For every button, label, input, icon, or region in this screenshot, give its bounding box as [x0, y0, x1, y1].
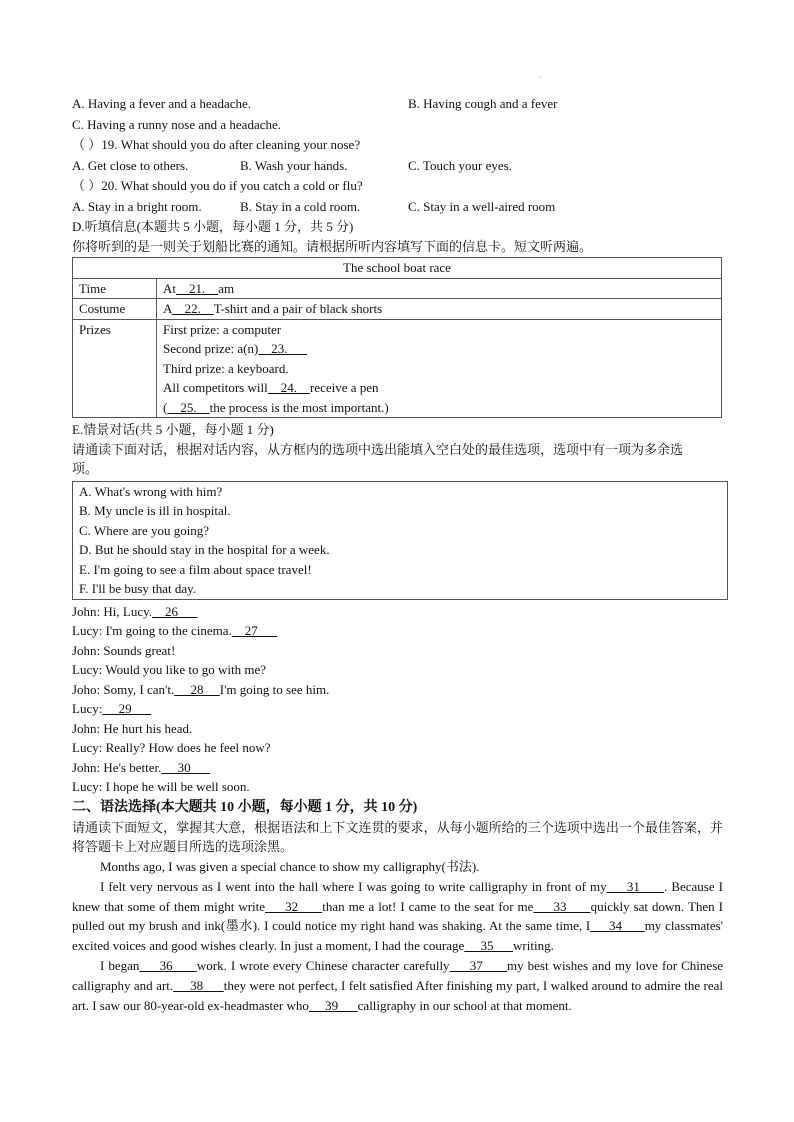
dialogue-text: John: He's better.: [72, 759, 162, 775]
passage-text: writing.: [513, 938, 554, 954]
q18-options-row-2: [72, 115, 723, 136]
dialogue-text: Lucy: Really? How does he feel now?: [72, 740, 271, 755]
exam-page: [72, 94, 723, 1015]
dialogue-line: [72, 641, 723, 661]
dialogue: [72, 602, 723, 797]
passage-text: quickly sat down. Then I pulled out my brush and ink(墨水). I could notice my right hand was shaking. At the same time, I: [72, 898, 724, 934]
prize-note: [163, 398, 715, 418]
blank-27: 27: [231, 623, 278, 638]
q18-option-a: A. Having a fever and a headache.: [72, 96, 252, 111]
dialogue-text: John: Hi, Lucy.: [72, 603, 153, 619]
section-d-title: D.听填信息(本题共 5 小题，每小题 1 分，共 5 分): [72, 219, 354, 234]
dialogue-line: [72, 602, 723, 622]
blank-23: 23.: [258, 341, 308, 356]
blank-25: 25.: [167, 399, 210, 415]
q19-option-c: C. Touch your eyes.: [408, 157, 512, 173]
time-prefix: At: [163, 280, 176, 296]
top-mark: ': [540, 75, 542, 84]
q19-option-b: B. Wash your hands.: [240, 157, 348, 173]
passage-text: . Because I knew that some of them might write: [72, 878, 723, 914]
dialogue-text: John: Sounds great!: [72, 642, 176, 658]
option-d: D. But he should stay in the hospital for a week.: [79, 542, 330, 557]
q20-option-b: B. Stay in a cold room.: [240, 198, 361, 214]
passage-text: I felt very nervous as I went into the hall where I was going to write calligraphy in front of my: [100, 878, 607, 894]
costume-suffix: T-shirt and a pair of black shorts: [213, 301, 383, 316]
dialogue-line: [72, 719, 723, 739]
passage-text: my classmates' excited voices and good wishes clearly. In just a moment, I had the courage: [72, 918, 724, 954]
q20-option-c: C. Stay in a well-aired room: [408, 198, 556, 214]
q18-option-b: B. Having cough and a fever: [408, 96, 558, 111]
passage-text: I began: [100, 958, 140, 974]
costume-label: Costume: [73, 299, 157, 320]
section-2-title: 二、语法选择(本大题共 10 小题，每小题 1 分，共 10 分): [72, 799, 418, 815]
dialogue-line: [72, 758, 723, 778]
section-e-title: E.情景对话(共 5 小题，每小题 1 分): [72, 422, 274, 437]
passage-text: work. I wrote every Chinese character carefully: [196, 958, 450, 974]
q20-option-a: A. Stay in a bright room.: [72, 198, 202, 214]
dialogue-line: [72, 621, 723, 641]
blank-22: 22.: [171, 301, 214, 316]
blank-37: 37: [449, 958, 507, 974]
time-suffix: am: [218, 280, 235, 296]
prizes-label: Prizes: [73, 319, 157, 418]
blank-35: 35: [464, 938, 514, 954]
q19-question-text: （ ）19. What should you do after cleaning your nose?: [72, 137, 361, 152]
section-e-instruction-2: 项。: [72, 461, 99, 476]
section-d-instruction: 你将听到的是一则关于划船比赛的通知。请根据所听内容填写下面的信息卡。短文听两遍。: [72, 238, 593, 254]
dialogue-line: [72, 777, 723, 797]
blank-21: 21.: [176, 280, 219, 296]
dialogue-text: Lucy:: [72, 701, 103, 716]
prize-all-suffix: receive a pen: [309, 380, 379, 395]
option-f: F. I'll be busy that day.: [79, 581, 197, 596]
passage-paragraph-2: [72, 877, 723, 956]
blank-26: 26: [152, 603, 198, 619]
passage-paragraph-1: Months ago, I was given a special chance to show my calligraphy(书法).: [100, 859, 480, 875]
blank-38: 38: [173, 977, 224, 993]
blank-32: 32: [265, 898, 323, 914]
q20-options: [72, 197, 723, 218]
table-title: The school boat race: [73, 258, 722, 279]
passage-text: calligraphy in our school at that moment.: [357, 997, 572, 1013]
section-2-instruction: 请通读下面短文，掌握其大意，根据语法和上下文连贯的要求，从每小题所给的三个选项中选出一个最佳答案，并将答题卡上对应题目所选的选项涂黑。: [72, 819, 723, 855]
dialogue-line: [72, 660, 723, 680]
blank-30: 30: [161, 759, 211, 775]
dialogue-text: Lucy: Would you like to go with me?: [72, 662, 267, 677]
option-b: B. My uncle is ill in hospital.: [79, 503, 231, 518]
dialogue-text-after: I'm going to see him.: [219, 681, 330, 697]
blank-24: 24.: [267, 380, 310, 395]
dialogue-text: Lucy: I'm going to the cinema.: [72, 623, 232, 638]
passage-text: my best wishes and my love for Chinese calligraphy and art.: [72, 958, 724, 993]
blank-28: 28: [174, 681, 220, 697]
q19-option-a: A. Get close to others.: [72, 157, 189, 173]
prize-third: Third prize: a keyboard.: [163, 360, 289, 376]
prize-second: [163, 339, 715, 359]
dialogue-line: [72, 738, 723, 758]
prize-all: [163, 378, 715, 398]
time-cell: [157, 278, 722, 299]
q19-options: [72, 156, 723, 177]
dialogue-line: [72, 699, 723, 719]
costume-cell: [157, 299, 722, 320]
blank-29: 29: [102, 701, 152, 716]
blank-39: 39: [308, 997, 358, 1013]
section-e-instruction-1: 请通读下面对话，根据对话内容，从方框内的选项中选出能填入空白处的最佳选项，选项中有一项为多余选: [72, 441, 684, 457]
dialogue-text: Joho: Somy, I can't.: [72, 681, 175, 697]
option-c: C. Where are you going?: [79, 522, 210, 538]
passage-text: they were not perfect, I felt satisfied After finishing my part, I walked around to admire the real art. I saw our 80-year-old ex-headmaster who: [72, 977, 723, 1013]
option-a: A. What's wrong with him?: [79, 483, 223, 499]
dialogue-text: John: He hurt his head.: [72, 720, 193, 736]
prize-note-text: the process is the most important.): [209, 399, 389, 415]
blank-31: 31: [606, 878, 665, 894]
q20-question: [72, 176, 723, 197]
option-e: E. I'm going to see a film about space travel!: [79, 561, 312, 577]
q18-option-c: C. Having a runny nose and a headache.: [72, 116, 282, 132]
prize-first: First prize: a computer: [163, 321, 282, 337]
passage-text: than me a lot! I came to the seat for me: [322, 898, 534, 914]
q18-options-row-1: [72, 94, 723, 115]
dialogue-line: [72, 680, 723, 700]
prizes-cell: [157, 319, 722, 418]
boat-race-info-table: [72, 257, 722, 418]
dialogue-text: Lucy: I hope he will be well soon.: [72, 779, 250, 794]
blank-34: 34: [590, 918, 645, 934]
q19-question: [72, 135, 723, 156]
prize-note-open: (: [163, 399, 168, 415]
options-box: [72, 481, 728, 600]
q20-question-text: （ ）20. What should you do if you catch a cold or flu?: [72, 178, 363, 193]
time-label: Time: [73, 278, 157, 299]
prize-second-text: Second prize: a(n): [163, 341, 259, 356]
prize-all-text: All competitors will: [163, 380, 268, 395]
blank-33: 33: [533, 898, 591, 914]
costume-prefix: A: [163, 301, 172, 316]
blank-36: 36: [139, 958, 197, 974]
passage-paragraph-3: [72, 956, 723, 1015]
